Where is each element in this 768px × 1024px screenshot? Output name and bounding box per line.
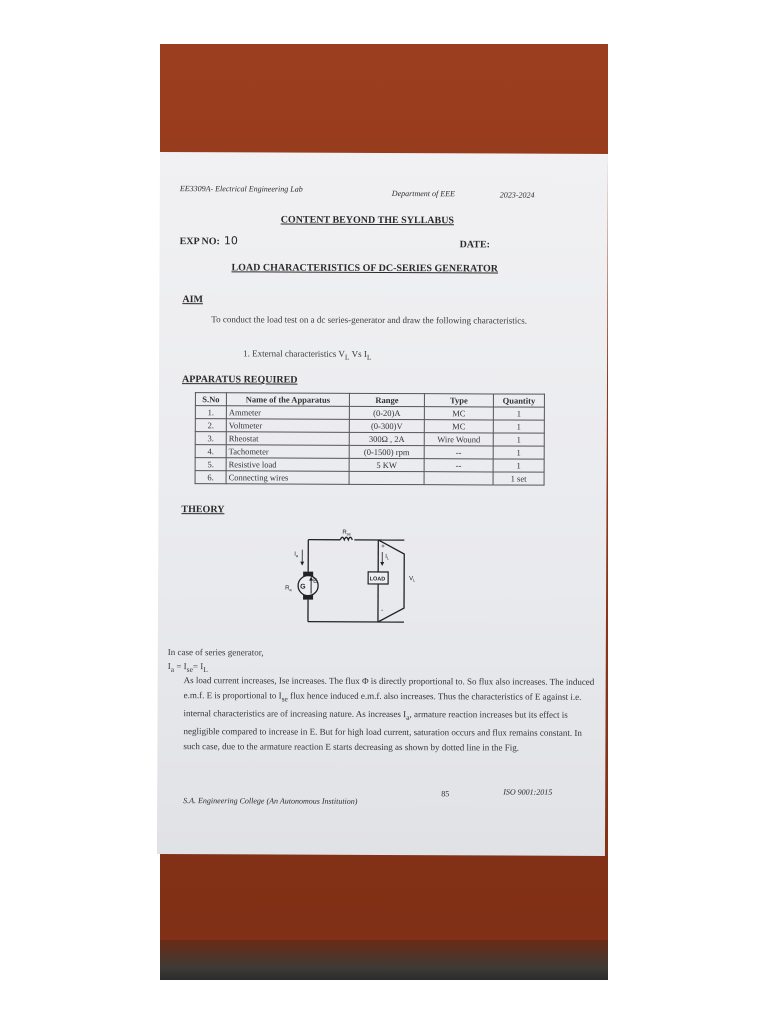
para-sub-a: se: [281, 694, 288, 704]
aim-text: To conduct the load test on a dc series-generator and draw the following characteristics.: [211, 314, 528, 326]
aim-item-sub: L: [344, 352, 350, 362]
col-name: Name of the Apparatus: [226, 393, 349, 407]
para-part-c: , armature reaction increases but its effect is negligible compared to increase in E. But for high load current, saturation occurs and flux remains constant. In such case, due to the armature reaction E starts decreasing as shown by dotted line in the Fig.: [183, 708, 582, 753]
col-quantity: Quantity: [493, 394, 544, 407]
apparatus-heading: APPARATUS REQUIRED: [181, 374, 298, 386]
cell-quantity: 1: [493, 433, 544, 446]
aim-item-1: [243, 348, 371, 361]
rel-a-sub: a: [170, 664, 175, 674]
para-part-a: As load current increases, Ise increases. The flux Φ is directly proportional to. So flux also increases. The induced e.m.f. E is proportional to I: [183, 675, 595, 701]
cell-quantity: 1 set: [493, 472, 544, 485]
table-row: [195, 432, 544, 447]
theory-heading: THEORY: [181, 504, 225, 516]
date-label: DATE:: [459, 239, 490, 251]
academic-year: 2023-2024: [499, 190, 535, 200]
footer-page: 85: [441, 789, 450, 799]
label-ra: $R_a$: [285, 585, 292, 593]
aim-item-text: 1. External characteristics V: [243, 348, 345, 359]
cell-type: [424, 472, 493, 485]
rel-b: = I: [174, 661, 187, 672]
cell-sno: 5.: [195, 458, 226, 471]
cell-sno: 3.: [195, 432, 226, 445]
col-sno: S.No: [195, 393, 226, 406]
table-header-row: [195, 393, 544, 408]
cell-range: (0-1500) rpm: [349, 445, 424, 458]
content-title: CONTENT BEYOND THE SYLLABUS: [280, 214, 455, 227]
cell-quantity: 1: [493, 420, 544, 433]
circuit-wires: [308, 537, 404, 622]
col-type: Type: [424, 394, 493, 407]
table-row: [195, 406, 544, 421]
exp-no: [180, 234, 238, 247]
theory-paragraph: [183, 673, 599, 755]
cell-type: MC: [424, 407, 493, 420]
circuit-diagram: [276, 528, 426, 624]
cell-range: [349, 471, 424, 484]
label-ia: $I_a$: [294, 551, 299, 559]
cell-type: Wire Wound: [424, 433, 493, 446]
cell-name: Voltmeter: [226, 419, 349, 433]
ia-arrowhead-icon: [300, 562, 304, 566]
rel-c: = I: [192, 661, 204, 672]
cell-name: Rheostat: [226, 432, 349, 446]
aim-item-mid: Vs I: [349, 348, 367, 359]
para-part-b: flux hence induced e.m.f. also increases. Thus the characteristics of E against i.e. internal characteristics are of increasing nature. As increases I: [183, 690, 582, 719]
table-row: [195, 445, 544, 460]
il-arrowhead-icon: [380, 562, 384, 566]
cell-name: Connecting wires: [226, 471, 349, 485]
cell-name: Ammeter: [226, 406, 349, 420]
label-plus: +: [381, 543, 385, 550]
experiment-title: LOAD CHARACTERISTICS OF DC-SERIES GENERATOR: [231, 262, 499, 275]
cell-type: --: [424, 459, 493, 472]
floor-strip: [160, 940, 608, 980]
current-relation: [168, 661, 208, 674]
rel-b-sub: se: [186, 664, 193, 674]
apparatus-table: [195, 392, 545, 486]
cell-quantity: 1: [493, 407, 544, 420]
cell-range: (0-300)V: [349, 419, 424, 432]
cell-type: --: [424, 446, 493, 459]
series-intro: In case of series generator,: [167, 647, 264, 658]
cell-sno: 1.: [195, 406, 226, 419]
exp-no-value: 10: [223, 234, 238, 248]
label-e: E: [313, 578, 318, 585]
cell-range: (0-20)A: [349, 406, 424, 419]
cell-type: MC: [424, 420, 493, 433]
table-row: [195, 419, 544, 434]
cell-range: 5 KW: [349, 458, 424, 471]
aim-item-sub: L: [366, 352, 372, 362]
cell-name: Tachometer: [226, 445, 349, 459]
cell-sno: 2.: [195, 419, 226, 432]
cell-quantity: 1: [493, 459, 544, 472]
col-range: Range: [349, 393, 424, 406]
cell-sno: 6.: [195, 471, 226, 484]
footer-college: S.A. Engineering College (An Autonomous Institution): [183, 796, 358, 806]
label-vl: $V_L$: [409, 576, 416, 583]
cell-name: Resistive load: [226, 458, 349, 472]
label-load: LOAD: [369, 576, 386, 583]
department-name: Department of EEE: [391, 189, 455, 199]
cell-range: 300Ω , 2A: [349, 432, 424, 445]
aim-heading: AIM: [182, 294, 203, 306]
label-rse: $R_{se}$: [342, 529, 351, 537]
course-code: EE3309A- Electrical Engineering Lab: [179, 184, 303, 194]
rel-c-sub: L: [203, 664, 208, 675]
document-page: [157, 152, 608, 856]
footer-iso: ISO 9001:2015: [503, 787, 553, 797]
label-g: G: [300, 583, 306, 591]
table-row: [195, 471, 544, 486]
cell-quantity: 1: [493, 446, 544, 459]
label-il: $I_L$: [385, 553, 390, 561]
table-row: [195, 458, 544, 473]
rel-a: I: [167, 661, 171, 672]
label-minus: -: [380, 606, 384, 614]
exp-no-label: EXP NO:: [179, 236, 220, 248]
para-sub-b: a: [406, 712, 410, 722]
cell-sno: 4.: [195, 445, 226, 458]
